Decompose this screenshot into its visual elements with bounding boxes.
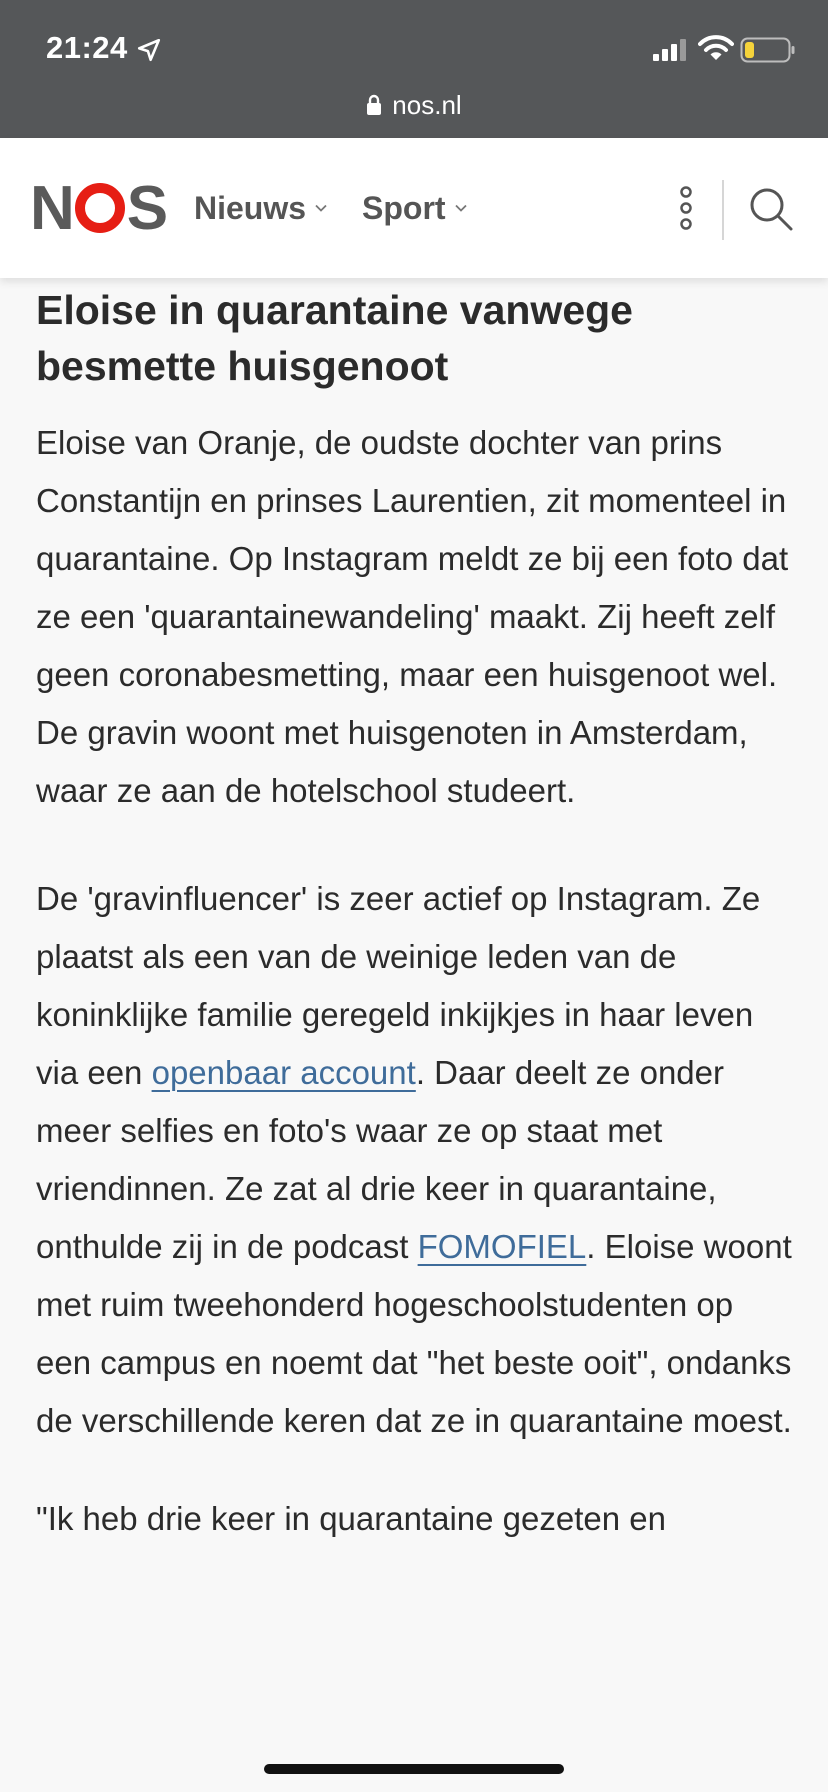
paragraph-text: De 'gravinfluencer' is zeer actief op Instagram. Ze plaatst als een van de weinige leden van de koninklijke familie geregeld inkijkjes in haar leven via een: [36, 880, 761, 1091]
nos-logo[interactable]: [30, 173, 167, 243]
article-paragraph: "Ik heb drie keer in quarantaine gezeten en: [36, 1500, 666, 1537]
paragraph-text: . Daar deelt ze onder meer selfies en foto's waar ze op staat met vriendinnen. Ze zat al drie keer in quarantaine, onthulde zij in de podcast: [36, 1054, 724, 1265]
article-paragraph: Eloise van Oranje, de oudste dochter van prins Constantijn en prinses Laurentien, zit momenteel in quarantaine. Op Instagram meldt ze bij een foto dat ze een 'quarantainewandeling' maakt. Zij heeft zelf geen coronabesmetting, maar een huisgenoot wel. De gravin woont met huisgenoten in Amsterdam, waar ze aan de hotelschool studeert.: [36, 424, 789, 809]
chevron-down-icon: [454, 201, 468, 215]
cellular-signal-icon: [652, 38, 688, 62]
lock-icon: [366, 94, 382, 116]
search-icon[interactable]: [748, 186, 794, 232]
url-text[interactable]: nos.nl: [392, 89, 462, 120]
location-arrow-icon: [136, 37, 162, 63]
article-paragraph: [36, 870, 796, 1450]
nav-item-label: Nieuws: [194, 189, 307, 226]
home-indicator[interactable]: [264, 1764, 564, 1774]
more-vertical-icon[interactable]: [674, 184, 698, 232]
article-headline: Eloise in quarantaine vanwege besmette huisgenoot: [36, 287, 633, 389]
wifi-icon: [698, 34, 734, 62]
nav-divider: [722, 180, 724, 240]
address-bar[interactable]: [0, 88, 828, 122]
openbaar-account-link[interactable]: openbaar account: [151, 1054, 416, 1091]
battery-icon: [740, 36, 796, 64]
nav-item-sport[interactable]: [362, 188, 468, 228]
status-bar: [0, 0, 828, 138]
fomofiel-link[interactable]: FOMOFIEL: [417, 1228, 587, 1265]
status-time: 21:24: [46, 30, 128, 65]
logo-o-ring-icon: [75, 183, 125, 233]
paragraph-text: . Eloise woont met ruim tweehonderd hogeschoolstudenten op een campus en noemt dat "het beste ooit", ondanks de verschillende keren dat ze in quarantaine moest.: [36, 1228, 792, 1439]
nav-item-label: Sport: [362, 189, 446, 226]
article-content: [36, 282, 796, 1548]
chevron-down-icon: [314, 201, 328, 215]
logo-letter-n: N: [30, 173, 73, 243]
nav-item-nieuws[interactable]: [194, 188, 328, 228]
site-header: [0, 138, 828, 278]
logo-letter-s: S: [126, 173, 167, 243]
